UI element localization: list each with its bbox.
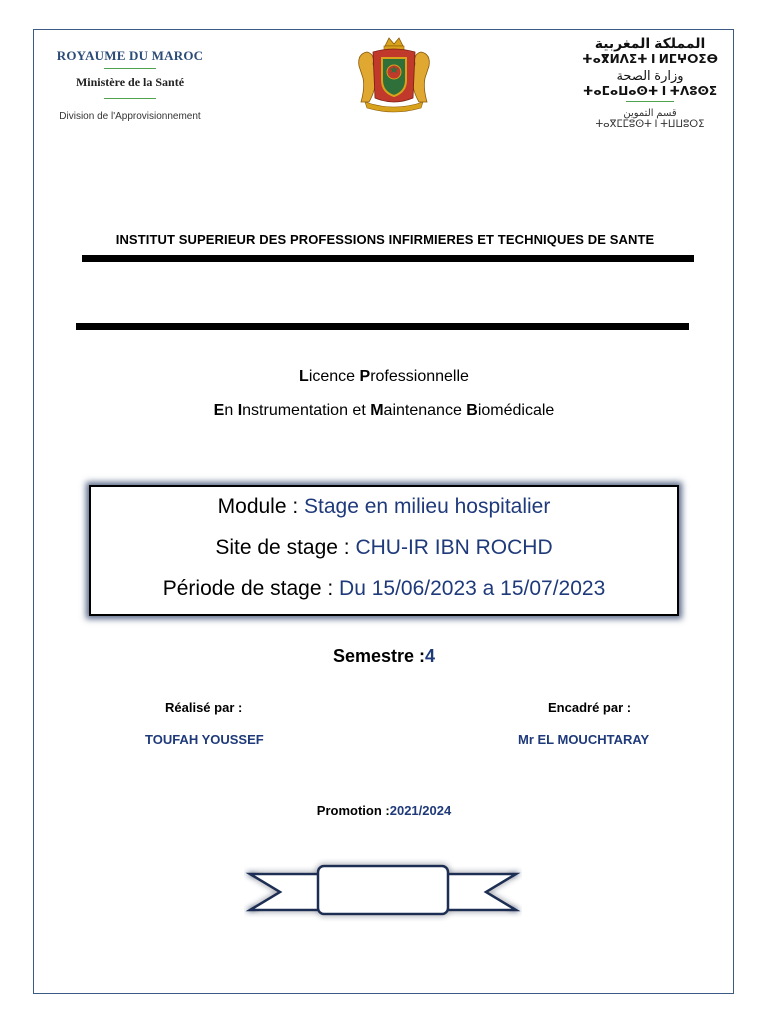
- horizontal-rule: [82, 255, 694, 262]
- header-right-block: [565, 35, 735, 130]
- site-value: CHU-IR IBN ROCHD: [355, 536, 553, 559]
- ministry-tz: ⵜⴰⵎⴰⵡⴰⵙⵜ ⵏ ⵜⴷⵓⵙⵉ: [582, 84, 718, 98]
- licence-text: rofessionnelle: [370, 368, 469, 385]
- realise-value: TOUFAH YOUSSEF: [145, 732, 264, 747]
- promotion-label: Promotion :: [316, 803, 390, 818]
- initial-letter: B: [466, 402, 478, 419]
- ministry-ar: وزارة الصحة: [616, 68, 684, 83]
- royal-coat-of-arms-icon: [351, 36, 437, 114]
- period-label: Période de stage :: [162, 577, 340, 600]
- ministry-fr: Ministère de la Santé: [75, 75, 185, 89]
- licence-text: iomédicale: [477, 402, 555, 419]
- licence-text: icence: [308, 368, 360, 385]
- encadre-label: Encadré par :: [548, 700, 632, 715]
- licence-line-1: [0, 368, 768, 386]
- kingdom-fr: ROYAUME DU MAROC: [56, 48, 204, 63]
- institute-title: INSTITUT SUPERIEUR DES PROFESSIONS INFIRMIERES ET TECHNIQUES DE SANTE: [115, 232, 655, 247]
- site-label: Site de stage :: [215, 536, 356, 559]
- realise-label: Réalisé par :: [165, 700, 243, 715]
- module-label: Module :: [217, 495, 305, 518]
- semestre-label: Semestre :: [332, 646, 426, 666]
- period-line: [91, 577, 677, 601]
- division-ar: قسم التموين: [623, 108, 677, 119]
- semestre-value: 4: [425, 646, 436, 666]
- kingdom-tz: ⵜⴰⴳⵍⴷⵉⵜ ⵏ ⵍⵎⵖⵔⵉⴱ: [582, 52, 718, 66]
- kingdom-ar: المملكة المغربية: [594, 35, 706, 51]
- horizontal-rule: [76, 323, 689, 330]
- initial-letter: I: [237, 402, 243, 419]
- module-line: [91, 495, 677, 519]
- initial-letter: M: [370, 402, 384, 419]
- module-value: Stage en milieu hospitalier: [304, 495, 551, 518]
- promotion-value: 2021/2024: [389, 803, 452, 818]
- initial-letter: L: [299, 368, 309, 385]
- site-line: [91, 536, 677, 560]
- division-fr: Division de l'Approvisionnement: [59, 111, 201, 122]
- licence-text: n: [224, 402, 238, 419]
- header-separator: [104, 98, 156, 99]
- division-tz: ⵜⴰⴳⵎⵎⵓⵙⵜ ⵏ ⵜⵡⵡⵓⵔⵉ: [595, 119, 705, 130]
- ribbon-banner-icon: [244, 858, 522, 930]
- module-info-box: [89, 485, 679, 616]
- semestre-line: [0, 646, 768, 667]
- promotion-line: [0, 803, 768, 818]
- header-separator: [626, 101, 674, 102]
- encadre-value: Mr EL MOUCHTARAY: [518, 732, 650, 747]
- header-left-block: [40, 48, 220, 122]
- licence-text: aintenance: [383, 402, 467, 419]
- licence-text: nstrumentation et: [242, 402, 371, 419]
- initial-letter: P: [359, 368, 371, 385]
- licence-line-2: [0, 402, 768, 420]
- period-value: Du 15/06/2023 a 15/07/2023: [339, 577, 606, 600]
- initial-letter: E: [213, 402, 225, 419]
- header-separator: [104, 68, 156, 69]
